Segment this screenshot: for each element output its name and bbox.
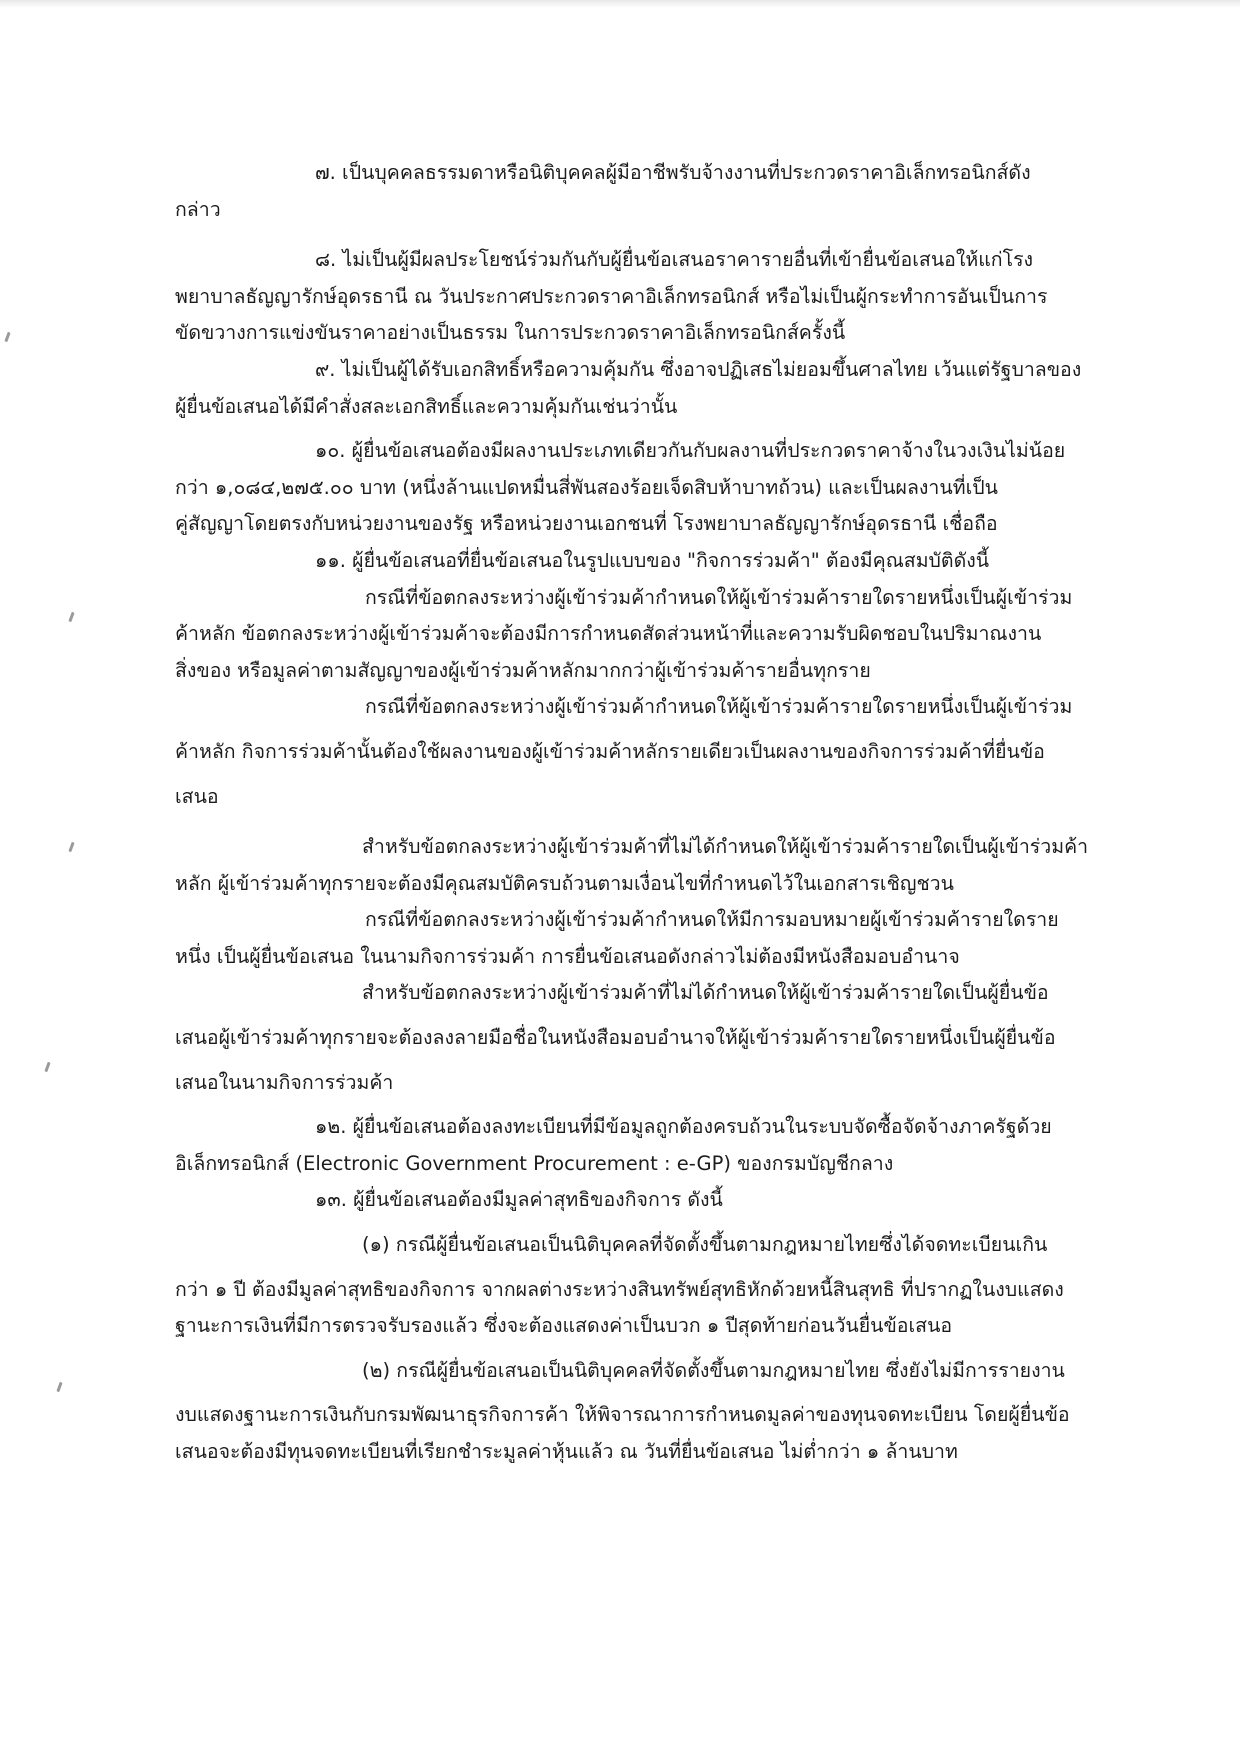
- text-line: ๙. ไม่เป็นผู้ได้รับเอกสิทธิ์หรือความคุ้มกัน ซึ่งอาจปฏิเสธไม่ยอมขึ้นศาลไทย เว้นแต่รัฐบาลของ: [315, 357, 1082, 381]
- text-line: กว่า ๑,๐๘๔,๒๗๕.๐๐ บาท (หนึ่งล้านแปดหมื่นสี่พันสองร้อยเจ็ดสิบห้าบาทถ้วน) และเป็นผลงานที่เป็น: [175, 475, 998, 499]
- scan-speck: [68, 842, 74, 852]
- text-line: ๑๑. ผู้ยื่นข้อเสนอที่ยื่นข้อเสนอในรูปแบบของ "กิจการร่วมค้า" ต้องมีคุณสมบัติดังนี้: [315, 548, 990, 572]
- text-line: สำหรับข้อตกลงระหว่างผู้เข้าร่วมค้าที่ไม่ได้กำหนดให้ผู้เข้าร่วมค้ารายใดเป็นผู้เข้าร่วมค้า: [362, 835, 1089, 859]
- text-line: หลัก ผู้เข้าร่วมค้าทุกรายจะต้องมีคุณสมบัติครบถ้วนตามเงื่อนไขที่กำหนดไว้ในเอกสารเชิญชวน: [175, 871, 954, 895]
- text-line: ๑๓. ผู้ยื่นข้อเสนอต้องมีมูลค่าสุทธิของกิจการ ดังนี้: [315, 1188, 723, 1212]
- text-line: กรณีที่ข้อตกลงระหว่างผู้เข้าร่วมค้ากำหนดให้ผู้เข้าร่วมค้ารายใดรายหนึ่งเป็นผู้เข้าร่วม: [365, 585, 1073, 609]
- text-line: ขัดขวางการแข่งขันราคาอย่างเป็นธรรม ในการประกวดราคาอิเล็กทรอนิกส์ครั้งนี้: [175, 321, 846, 345]
- text-line: อิเล็กทรอนิกส์ (Electronic Government Procurement : e-GP) ของกรมบัญชีกลาง: [175, 1151, 894, 1175]
- text-line: ๗. เป็นบุคคลธรรมดาหรือนิติบุคคลผู้มีอาชีพรับจ้างงานที่ประกวดราคาอิเล็กทรอนิกส์ดัง: [315, 161, 1031, 184]
- text-line: ฐานะการเงินที่มีการตรวจรับรองแล้ว ซึ่งจะต้องแสดงค่าเป็นบวก ๑ ปีสุดท้ายก่อนวันยื่นข้อเสนอ: [175, 1314, 953, 1338]
- scan-speck: [68, 612, 74, 622]
- text-line: เสนอจะต้องมีทุนจดทะเบียนที่เรียกชำระมูลค่าหุ้นแล้ว ณ วันที่ยื่นข้อเสนอ ไม่ต่ำกว่า ๑ ล้านบาท: [175, 1440, 958, 1463]
- text-line: พยาบาลธัญญารักษ์อุดรธานี ณ วันประกาศประกวดราคาอิเล็กทรอนิกส์ หรือไม่เป็นผู้กระทำการอันเป็นการ: [175, 284, 1048, 308]
- text-line: ผู้ยื่นข้อเสนอได้มีคำสั่งสละเอกสิทธิ์และความคุ้มกันเช่นว่านั้น: [175, 394, 678, 418]
- text-line: ๘. ไม่เป็นผู้มีผลประโยชน์ร่วมกันกับผู้ยื่นข้อเสนอราคารายอื่นที่เข้ายื่นข้อเสนอให้แก่โรง: [315, 248, 1034, 272]
- text-line: หนึ่ง เป็นผู้ยื่นข้อเสนอ ในนามกิจการร่วมค้า การยื่นข้อเสนอดังกล่าวไม่ต้องมีหนังสือมอบอำนาจ: [175, 944, 960, 968]
- text-line: ค้าหลัก กิจการร่วมค้านั้นต้องใช้ผลงานของผู้เข้าร่วมค้าหลักรายเดียวเป็นผลงานของกิจการร่วมค้าที่ยื่นข้อ: [175, 739, 1045, 763]
- text-line: เสนอในนามกิจการร่วมค้า: [175, 1070, 394, 1094]
- scan-edge: [0, 0, 1240, 8]
- text-line: กรณีที่ข้อตกลงระหว่างผู้เข้าร่วมค้ากำหนดให้ผู้เข้าร่วมค้ารายใดรายหนึ่งเป็นผู้เข้าร่วม: [365, 695, 1073, 719]
- text-line: (๑) กรณีผู้ยื่นข้อเสนอเป็นนิติบุคคลที่จัดตั้งขึ้นตามกฎหมายไทยซึ่งได้จดทะเบียนเกิน: [362, 1233, 1048, 1257]
- scan-speck: [4, 332, 10, 342]
- text-line: ๑๒. ผู้ยื่นข้อเสนอต้องลงทะเบียนที่มีข้อมูลถูกต้องครบถ้วนในระบบจัดซื้อจัดจ้างภาครัฐด้วย: [315, 1115, 1052, 1139]
- scan-speck: [44, 1062, 50, 1072]
- text-line: กว่า ๑ ปี ต้องมีมูลค่าสุทธิของกิจการ จากผลต่างระหว่างสินทรัพย์สุทธิหักด้วยหนี้สินสุทธิ ที่ปรากฏในงบแสดง: [175, 1277, 1064, 1301]
- document-body: [175, 155, 1095, 1471]
- text-line: กล่าว: [175, 197, 221, 221]
- text-line: ๑๐. ผู้ยื่นข้อเสนอต้องมีผลงานประเภทเดียวกันกับผลงานที่ประกวดราคาจ้างในวงเงินไม่น้อย: [315, 439, 1066, 463]
- text-line: (๒) กรณีผู้ยื่นข้อเสนอเป็นนิติบุคคลที่จัดตั้งขึ้นตามกฎหมายไทย ซึ่งยังไม่มีการรายงาน: [362, 1358, 1065, 1382]
- text-line: เสนอ: [175, 784, 219, 808]
- text-line: ค้าหลัก ข้อตกลงระหว่างผู้เข้าร่วมค้าจะต้องมีการกำหนดสัดส่วนหน้าที่และความรับผิดชอบในปริมาณงาน: [175, 622, 1042, 646]
- text-line: สำหรับข้อตกลงระหว่างผู้เข้าร่วมค้าที่ไม่ได้กำหนดให้ผู้เข้าร่วมค้ารายใดเป็นผู้ยื่นข้อ: [362, 981, 1049, 1005]
- scan-speck: [56, 1382, 62, 1392]
- text-line: สิ่งของ หรือมูลค่าตามสัญญาของผู้เข้าร่วมค้าหลักมากกว่าผู้เข้าร่วมค้ารายอื่นทุกราย: [175, 658, 871, 682]
- text-line: กรณีที่ข้อตกลงระหว่างผู้เข้าร่วมค้ากำหนดให้มีการมอบหมายผู้เข้าร่วมค้ารายใดราย: [365, 908, 1059, 932]
- text-line: งบแสดงฐานะการเงินกับกรมพัฒนาธุรกิจการค้า ให้พิจารณาการกำหนดมูลค่าของทุนจดทะเบียน โดยผู้ยื่นข้อ: [175, 1403, 1070, 1427]
- text-line: เสนอผู้เข้าร่วมค้าทุกรายจะต้องลงลายมือชื่อในหนังสือมอบอำนาจให้ผู้เข้าร่วมค้ารายใดรายหนึ่งเป็นผู้ยื่นข้อ: [175, 1026, 1056, 1050]
- text-line: คู่สัญญาโดยตรงกับหน่วยงานของรัฐ หรือหน่วยงานเอกชนที่ โรงพยาบาลธัญญารักษ์อุดรธานี เชื่อถือ: [175, 512, 998, 536]
